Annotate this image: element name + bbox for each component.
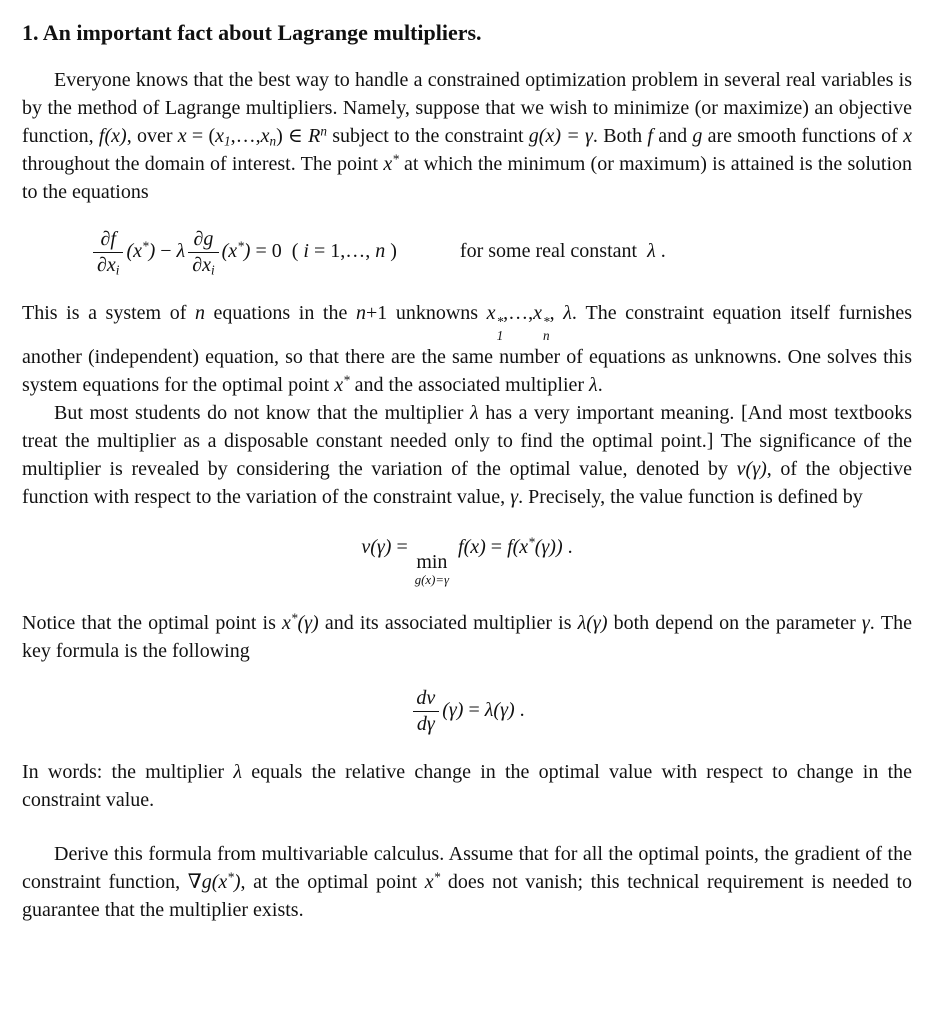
- paragraph-in-words: In words: the multiplier λ equals the relative change in the optimal value with respect to change in the constraint value.: [22, 760, 912, 811]
- paragraph-system: This is a system of n equations in the n+1 unknowns x * 1 ,…,x * n , λ. The constraint equation itself furnishes another (independent) equation, so that there are the same number of equations as unknowns. One solves this system equations for the optimal point x* and the associated multiplier λ.: [22, 302, 913, 396]
- equation-key-formula-formula: $\frac{dv}{d\gamma}$ (γ) = λ(γ) .: [409, 687, 524, 736]
- paragraph-notice: Notice that the optimal point is x*(γ) and its associated multiplier is λ(γ) both depend on the parameter γ. The key formula is the following: [22, 610, 912, 662]
- section-heading: 1. An important fact about Lagrange multipliers.: [22, 20, 482, 45]
- equation-stationarity-formula: $\frac{\partial f}{\partial x_i}$ (x*) − λ $\frac{\partial g}{\partial x_i}$ (x*) = 0 ( i = 1,…, n ): [90, 228, 397, 277]
- equation-value-function-formula: v(γ) = min g(x)=γ f(x) = f(x*(γ)) .: [361, 534, 573, 587]
- equation-value-function: [22, 533, 912, 587]
- paragraph-students: But most students do not know that the multiplier λ has a very important meaning. [And most textbooks treat the multiplier as a disposable constant needed only to find the optimal point.] The significance of the multiplier is revealed by considering the variation of the optimal value, denoted by v(γ), of the objective function with respect to the variation of the constraint value, γ. Precisely, the value function is defined by: [22, 401, 912, 508]
- paragraph-derive: Derive this formula from multivariable calculus. Assume that for all the optimal points, the gradient of the constraint function, ∇g(x*), at the optimal point x* does not vanish; this technical requirement is needed to guarantee that the multiplier exists.: [22, 842, 913, 921]
- equation-stationarity-note: for some real constant λ .: [459, 240, 666, 263]
- paragraph-intro: Everyone knows that the best way to handle a constrained optimization problem in several real variables is by the method of Lagrange multipliers. Namely, suppose that we wish to minimize (or maximize) an objective function, f(x), over $x = (x_1,\dots,x_n)$ ∈ $R^n$ subject to the constraint g(x) = γ. Both f and g are smooth functions of x throughout the domain of interest. The point x* at which the minimum (or maximum) is attained is the solution to the equations: [22, 69, 912, 204]
- equation-stationarity: [22, 228, 912, 277]
- equation-key-formula: [22, 687, 912, 736]
